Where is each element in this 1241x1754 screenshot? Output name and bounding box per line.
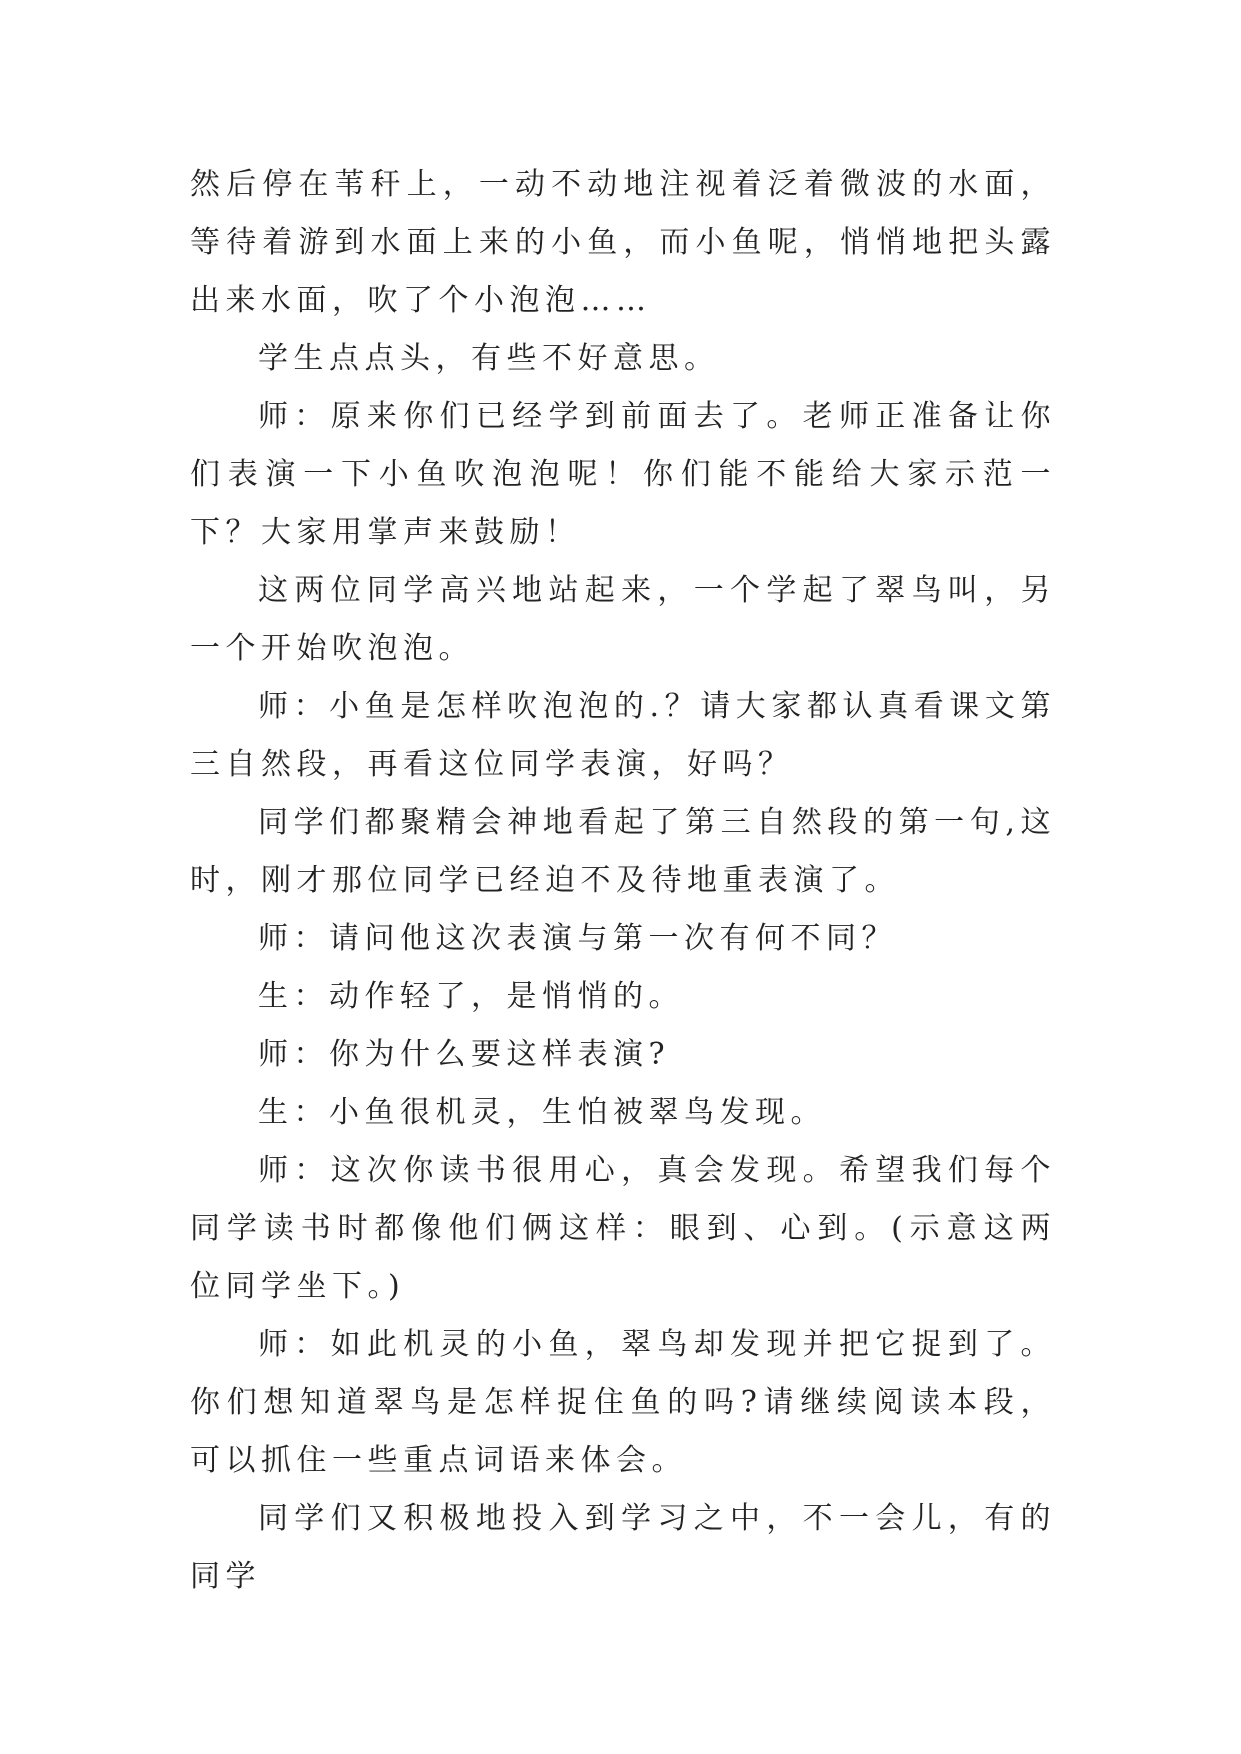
paragraph: 这两位同学高兴地站起来，一个学起了翠鸟叫，另一个开始吹泡泡。 (190, 573, 1056, 666)
paragraph: 师：小鱼是怎样吹泡泡的.？请大家都认真看课文第三自然段，再看这位同学表演，好吗？ (190, 689, 1056, 782)
body-text (190, 156, 1056, 1606)
paragraph: 同学们都聚精会神地看起了第三自然段的第一句,这时，刚才那位同学已经迫不及待地重表演了。 (190, 805, 1056, 898)
paragraph: 师：这次你读书很用心，真会发现。希望我们每个同学读书时都像他们俩这样：眼到、心到。(示意这两位同学坐下。) (190, 1153, 1056, 1304)
paragraph: 生：动作轻了，是悄悄的。 (258, 979, 684, 1014)
paragraph: 师：你为什么要这样表演? (258, 1037, 671, 1072)
paragraph: 师：原来你们已经学到前面去了。老师正准备让你们表演一下小鱼吹泡泡呢！你们能不能给大家示范一下？大家用掌声来鼓励！ (190, 399, 1056, 550)
paragraph: 生：小鱼很机灵，生怕被翠鸟发现。 (258, 1095, 826, 1130)
paragraph: 师：如此机灵的小鱼，翠鸟却发现并把它捉到了。你们想知道翠鸟是怎样捉住鱼的吗?请继续阅读本段，可以抓住一些重点词语来体会。 (190, 1327, 1056, 1478)
paragraph: 学生点点头，有些不好意思。 (258, 341, 720, 376)
paragraph: 然后停在苇秆上，一动不动地注视着泛着微波的水面，等待着游到水面上来的小鱼，而小鱼呢，悄悄地把头露出来水面，吹了个小泡泡…… (190, 167, 1056, 318)
paragraph: 师：请问他这次表演与第一次有何不同？ (258, 921, 897, 956)
paragraph: 同学们又积极地投入到学习之中，不一会儿，有的同学 (190, 1501, 1056, 1594)
